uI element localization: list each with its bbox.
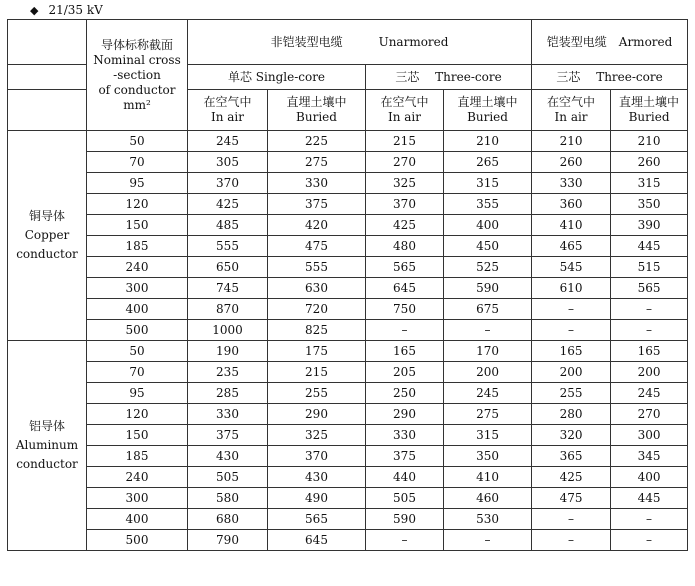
capacity-cell: – — [444, 320, 532, 341]
nominal-header-line: Nominal cross — [93, 52, 181, 67]
nominal-header-line: 导体标称截面 — [100, 37, 173, 52]
buried-en: Buried — [296, 110, 337, 124]
capacity-cell: – — [532, 509, 611, 530]
section-size-cell: 70 — [87, 362, 188, 383]
section-size-cell: 240 — [87, 467, 188, 488]
buried-header — [611, 90, 688, 131]
section-size-cell: 150 — [87, 425, 188, 446]
section-size-cell: 150 — [87, 215, 188, 236]
capacity-cell: 355 — [444, 194, 532, 215]
capacity-cell: 255 — [268, 383, 366, 404]
nominal-header-line: mm² — [123, 97, 151, 112]
table-row — [8, 488, 688, 509]
capacity-cell: 375 — [188, 425, 268, 446]
capacity-cell: 580 — [188, 488, 268, 509]
capacity-cell: 345 — [611, 446, 688, 467]
corner-cell — [8, 90, 87, 131]
table-row — [8, 215, 688, 236]
buried-header — [444, 90, 532, 131]
capacity-cell: 235 — [188, 362, 268, 383]
table-row — [8, 530, 688, 551]
capacity-cell: – — [611, 509, 688, 530]
table-row — [8, 131, 688, 152]
capacity-cell: 505 — [188, 467, 268, 488]
capacity-cell: 425 — [188, 194, 268, 215]
conductor-label-line: Aluminum — [15, 438, 79, 452]
table-row — [8, 299, 688, 320]
corner-cell — [8, 65, 87, 90]
capacity-cell: 610 — [532, 278, 611, 299]
section-size-cell: 300 — [87, 278, 188, 299]
nominal-header-line: of conductor — [98, 82, 176, 97]
capacity-cell: 1000 — [188, 320, 268, 341]
capacity-cell: 245 — [611, 383, 688, 404]
single-core-header: 单芯 Single-core — [188, 65, 366, 90]
capacity-cell: 210 — [444, 131, 532, 152]
capacity-cell: 475 — [532, 488, 611, 509]
capacity-cell: – — [366, 530, 444, 551]
capacity-cell: 215 — [366, 131, 444, 152]
capacity-cell: 315 — [444, 173, 532, 194]
capacity-cell: 205 — [366, 362, 444, 383]
section-size-cell: 50 — [87, 131, 188, 152]
capacity-cell: 165 — [532, 341, 611, 362]
capacity-cell: 290 — [366, 404, 444, 425]
capacity-cell: 330 — [532, 173, 611, 194]
conductor-label-line: Copper — [24, 228, 70, 242]
capacity-cell: 420 — [268, 215, 366, 236]
capacity-cell: 330 — [366, 425, 444, 446]
capacity-cell: 210 — [611, 131, 688, 152]
section-size-cell: 300 — [87, 488, 188, 509]
capacity-cell: 400 — [444, 215, 532, 236]
capacity-cell: 215 — [268, 362, 366, 383]
table-row — [8, 467, 688, 488]
capacity-cell: 590 — [444, 278, 532, 299]
capacity-cell: 275 — [268, 152, 366, 173]
conductor-label — [8, 341, 87, 551]
section-size-cell: 240 — [87, 257, 188, 278]
capacity-cell: 565 — [366, 257, 444, 278]
capacity-cell: 190 — [188, 341, 268, 362]
capacity-cell: 450 — [444, 236, 532, 257]
conductor-label-line: conductor — [16, 457, 78, 471]
capacity-cell: 165 — [611, 341, 688, 362]
section-size-cell: 400 — [87, 509, 188, 530]
capacity-cell: 210 — [532, 131, 611, 152]
section-size-cell: 500 — [87, 530, 188, 551]
capacity-cell: 505 — [366, 488, 444, 509]
capacity-cell: 425 — [532, 467, 611, 488]
capacity-cell: 250 — [366, 383, 444, 404]
capacity-cell: 200 — [532, 362, 611, 383]
conductor-label-line: 铝导体 — [28, 419, 65, 433]
capacity-cell: 645 — [268, 530, 366, 551]
table-row — [8, 320, 688, 341]
capacity-cell: 745 — [188, 278, 268, 299]
capacity-cell: 370 — [268, 446, 366, 467]
capacity-cell: – — [444, 530, 532, 551]
buried-en: Buried — [467, 110, 508, 124]
capacity-cell: 375 — [366, 446, 444, 467]
table-row — [8, 383, 688, 404]
capacity-cell: – — [532, 320, 611, 341]
capacity-cell: 320 — [532, 425, 611, 446]
capacity-cell: 290 — [268, 404, 366, 425]
in-air-cn: 在空气中 — [547, 95, 596, 109]
table-row — [8, 425, 688, 446]
capacity-cell: 165 — [366, 341, 444, 362]
capacity-cell: 350 — [444, 446, 532, 467]
capacity-cell: 270 — [366, 152, 444, 173]
buried-en: Buried — [628, 110, 670, 124]
capacity-cell: 350 — [611, 194, 688, 215]
corner-cell — [8, 20, 87, 65]
in-air-cn: 在空气中 — [380, 95, 429, 109]
armored-header: 铠装型电缆 Armored — [532, 20, 688, 65]
table-row — [8, 362, 688, 383]
capacity-cell: 445 — [611, 488, 688, 509]
capacity-cell: 565 — [611, 278, 688, 299]
table-row — [8, 152, 688, 173]
capacity-cell: 480 — [366, 236, 444, 257]
capacity-cell: 245 — [188, 131, 268, 152]
capacity-cell: 175 — [268, 341, 366, 362]
in-air-en: In air — [554, 110, 588, 124]
section-size-cell: 70 — [87, 152, 188, 173]
capacity-cell: 485 — [188, 215, 268, 236]
capacity-cell: 465 — [532, 236, 611, 257]
capacity-cell: 590 — [366, 509, 444, 530]
capacity-cell: 790 — [188, 530, 268, 551]
conductor-label — [8, 131, 87, 341]
capacity-cell: 545 — [532, 257, 611, 278]
capacity-cell: – — [366, 320, 444, 341]
capacity-cell: – — [611, 299, 688, 320]
capacity-cell: 400 — [611, 467, 688, 488]
buried-header — [268, 90, 366, 131]
capacity-cell: 260 — [611, 152, 688, 173]
capacity-cell: – — [611, 530, 688, 551]
capacity-cell: 330 — [268, 173, 366, 194]
in-air-header — [366, 90, 444, 131]
buried-cn: 直埋土壤中 — [619, 95, 680, 109]
capacity-cell: 440 — [366, 467, 444, 488]
capacity-cell: 490 — [268, 488, 366, 509]
in-air-en: In air — [387, 110, 421, 124]
capacity-cell: 410 — [444, 467, 532, 488]
section-size-cell: 185 — [87, 446, 188, 467]
capacity-cell: 375 — [268, 194, 366, 215]
capacity-cell: 275 — [444, 404, 532, 425]
capacity-cell: 325 — [366, 173, 444, 194]
conductor-label-line: 铜导体 — [28, 209, 65, 223]
capacity-cell: 370 — [188, 173, 268, 194]
header-row-1 — [8, 20, 688, 65]
capacity-cell: 525 — [444, 257, 532, 278]
three-core-unarmored-header: 三芯 Three-core — [366, 65, 532, 90]
capacity-cell: 630 — [268, 278, 366, 299]
capacity-cell: 300 — [611, 425, 688, 446]
nominal-header-line: -section — [113, 67, 161, 82]
in-air-cn: 在空气中 — [203, 95, 252, 109]
table-row — [8, 404, 688, 425]
unarmored-header: 非铠装型电缆 Unarmored — [188, 20, 532, 65]
capacity-cell: 260 — [532, 152, 611, 173]
capacity-cell: 200 — [444, 362, 532, 383]
capacity-cell: – — [532, 530, 611, 551]
section-size-cell: 95 — [87, 173, 188, 194]
table-row — [8, 341, 688, 362]
capacity-cell: 305 — [188, 152, 268, 173]
in-air-header — [188, 90, 268, 131]
table-row — [8, 236, 688, 257]
capacity-cell: 530 — [444, 509, 532, 530]
capacity-cell: 360 — [532, 194, 611, 215]
buried-cn: 直埋土壤中 — [286, 95, 347, 109]
section-size-cell: 400 — [87, 299, 188, 320]
capacity-cell: 285 — [188, 383, 268, 404]
capacity-cell: 675 — [444, 299, 532, 320]
in-air-en: In air — [210, 110, 244, 124]
capacity-cell: 280 — [532, 404, 611, 425]
table-row — [8, 446, 688, 467]
capacity-cell: 445 — [611, 236, 688, 257]
capacity-cell: 430 — [268, 467, 366, 488]
capacity-cell: 825 — [268, 320, 366, 341]
table-heading — [30, 2, 103, 19]
section-size-cell: 95 — [87, 383, 188, 404]
table-row — [8, 278, 688, 299]
capacity-cell: 515 — [611, 257, 688, 278]
capacity-cell: 750 — [366, 299, 444, 320]
capacity-cell: 425 — [366, 215, 444, 236]
capacity-cell: 555 — [188, 236, 268, 257]
capacity-cell: 430 — [188, 446, 268, 467]
capacity-cell: 170 — [444, 341, 532, 362]
buried-cn: 直埋土壤中 — [457, 95, 518, 109]
in-air-header — [532, 90, 611, 131]
capacity-cell: – — [611, 320, 688, 341]
nominal-section-header — [87, 20, 188, 131]
capacity-cell: 245 — [444, 383, 532, 404]
table-row — [8, 173, 688, 194]
capacity-cell: 390 — [611, 215, 688, 236]
section-size-cell: 50 — [87, 341, 188, 362]
table-row — [8, 509, 688, 530]
current-capacity-table — [7, 19, 688, 551]
capacity-cell: 315 — [611, 173, 688, 194]
capacity-cell: 255 — [532, 383, 611, 404]
capacity-cell: 460 — [444, 488, 532, 509]
section-size-cell: 500 — [87, 320, 188, 341]
three-core-armored-header: 三芯 Three-core — [532, 65, 688, 90]
capacity-cell: 720 — [268, 299, 366, 320]
capacity-cell: 315 — [444, 425, 532, 446]
capacity-cell: 265 — [444, 152, 532, 173]
diamond-bullet-icon: ◆ — [30, 4, 39, 17]
table-row — [8, 194, 688, 215]
capacity-cell: 870 — [188, 299, 268, 320]
capacity-cell: 410 — [532, 215, 611, 236]
voltage-rating: 21/35 kV — [48, 3, 103, 17]
table-row — [8, 257, 688, 278]
capacity-cell: 650 — [188, 257, 268, 278]
section-size-cell: 185 — [87, 236, 188, 257]
section-size-cell: 120 — [87, 404, 188, 425]
capacity-cell: 365 — [532, 446, 611, 467]
capacity-cell: 200 — [611, 362, 688, 383]
conductor-label-line: conductor — [16, 247, 78, 261]
capacity-cell: – — [532, 299, 611, 320]
capacity-cell: 475 — [268, 236, 366, 257]
capacity-cell: 330 — [188, 404, 268, 425]
capacity-cell: 565 — [268, 509, 366, 530]
capacity-cell: 680 — [188, 509, 268, 530]
capacity-cell: 645 — [366, 278, 444, 299]
capacity-cell: 555 — [268, 257, 366, 278]
section-size-cell: 120 — [87, 194, 188, 215]
capacity-cell: 225 — [268, 131, 366, 152]
capacity-cell: 370 — [366, 194, 444, 215]
capacity-cell: 270 — [611, 404, 688, 425]
capacity-cell: 325 — [268, 425, 366, 446]
